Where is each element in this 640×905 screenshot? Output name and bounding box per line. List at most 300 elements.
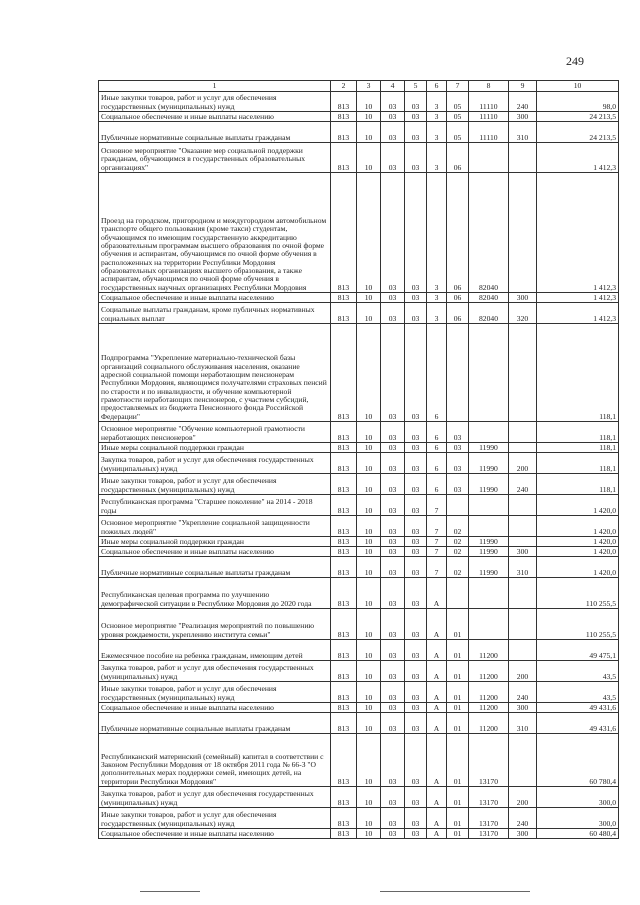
row-code-cell: 03 bbox=[381, 143, 405, 173]
row-code-cell: 03 bbox=[405, 661, 427, 682]
row-code-cell: 300 bbox=[509, 112, 537, 122]
row-code-cell: 03 bbox=[381, 453, 405, 474]
row-code-cell: 6 bbox=[427, 324, 447, 422]
row-code-cell: 01 bbox=[447, 640, 469, 661]
row-name-cell: Республиканский материнский (семейный) капитал в соответствии с Законом Республики Мордовия от 18 октября 2011 года № 66-З "О дополнительных мерах поддержки семей, имеющих детей, на территории Республики Мордовия" bbox=[99, 734, 331, 787]
row-name-cell: Социальное обеспечение и иные выплаты населению bbox=[99, 829, 331, 839]
row-code-cell bbox=[469, 495, 509, 516]
row-code-cell bbox=[447, 495, 469, 516]
row-code-cell: 02 bbox=[447, 547, 469, 557]
row-code-cell bbox=[509, 173, 537, 293]
row-code-cell: 3 bbox=[427, 293, 447, 303]
row-code-cell: 7 bbox=[427, 537, 447, 547]
row-name-cell: Основное мероприятие "Реализация мероприятий по повышению уровня рождаемости, укреплению института семьи" bbox=[99, 609, 331, 640]
row-code-cell: 03 bbox=[405, 537, 427, 547]
row-code-cell: 03 bbox=[447, 422, 469, 443]
row-code-cell: 03 bbox=[381, 303, 405, 324]
row-amount-cell: 1 420,0 bbox=[537, 516, 619, 537]
row-code-cell: 03 bbox=[381, 682, 405, 703]
row-code-cell: 01 bbox=[447, 808, 469, 829]
row-code-cell: 813 bbox=[331, 495, 357, 516]
row-amount-cell: 1 412,3 bbox=[537, 143, 619, 173]
row-name-cell: Подпрограмма "Укрепление материально-технической базы организаций социального обслуживания населения, оказание адресной социальной помощи неработающим пенсионерам Республики Мордовия, являющимся получателями страховых пенсий по старости и по инвалидности, и обучение компьютерной грамотности неработающих пенсионеров, с участием субсидий, предоставляемых из бюджета Пенсионного фонда Российской Федерации" bbox=[99, 324, 331, 422]
row-name-cell: Основное мероприятие "Обучение компьютерной грамотности неработающих пенсионеров" bbox=[99, 422, 331, 443]
row-amount-cell: 49 475,1 bbox=[537, 640, 619, 661]
row-code-cell: 10 bbox=[357, 143, 381, 173]
row-code-cell: 06 bbox=[447, 173, 469, 293]
row-code-cell: 813 bbox=[331, 112, 357, 122]
row-code-cell: 10 bbox=[357, 578, 381, 609]
row-code-cell: 03 bbox=[381, 537, 405, 547]
row-code-cell: 11990 bbox=[469, 557, 509, 578]
row-code-cell: 03 bbox=[381, 713, 405, 734]
row-code-cell: 813 bbox=[331, 474, 357, 495]
table-row bbox=[99, 143, 619, 173]
row-code-cell: 11200 bbox=[469, 640, 509, 661]
row-code-cell: 03 bbox=[381, 703, 405, 713]
row-amount-cell: 300,0 bbox=[537, 808, 619, 829]
table-body bbox=[99, 92, 619, 839]
header-col-2: 2 bbox=[331, 81, 357, 92]
row-code-cell: 03 bbox=[405, 808, 427, 829]
row-amount-cell: 118,1 bbox=[537, 453, 619, 474]
row-code-cell: 03 bbox=[405, 303, 427, 324]
row-code-cell: 813 bbox=[331, 173, 357, 293]
row-code-cell: 03 bbox=[381, 422, 405, 443]
row-code-cell bbox=[509, 640, 537, 661]
row-code-cell: 10 bbox=[357, 829, 381, 839]
row-code-cell: 813 bbox=[331, 787, 357, 808]
header-col-7: 7 bbox=[447, 81, 469, 92]
row-code-cell: 13170 bbox=[469, 829, 509, 839]
row-name-cell: Иные закупки товаров, работ и услуг для обеспечения государственных (муниципальных) нужд bbox=[99, 808, 331, 829]
header-col-3: 3 bbox=[357, 81, 381, 92]
table-row bbox=[99, 495, 619, 516]
row-code-cell: 03 bbox=[405, 516, 427, 537]
row-code-cell: А bbox=[427, 703, 447, 713]
row-name-cell: Основное мероприятие "Оказание мер социальной поддержки гражданам, обучающимся в государственных образовательных организациях" bbox=[99, 143, 331, 173]
row-code-cell: 300 bbox=[509, 293, 537, 303]
header-col-9: 9 bbox=[509, 81, 537, 92]
table-row bbox=[99, 703, 619, 713]
row-amount-cell: 1 420,0 bbox=[537, 495, 619, 516]
row-code-cell: 10 bbox=[357, 173, 381, 293]
row-name-cell: Закупка товаров, работ и услуг для обеспечения государственных (муниципальных) нужд bbox=[99, 661, 331, 682]
row-code-cell: 3 bbox=[427, 143, 447, 173]
row-code-cell: А bbox=[427, 734, 447, 787]
row-code-cell: 3 bbox=[427, 122, 447, 143]
row-code-cell: 03 bbox=[405, 682, 427, 703]
row-code-cell bbox=[509, 422, 537, 443]
row-code-cell: 300 bbox=[509, 547, 537, 557]
row-code-cell: 10 bbox=[357, 547, 381, 557]
row-name-cell: Иные меры социальной поддержки граждан bbox=[99, 537, 331, 547]
row-amount-cell: 43,5 bbox=[537, 682, 619, 703]
row-code-cell: 813 bbox=[331, 557, 357, 578]
row-name-cell: Социальные выплаты гражданам, кроме публичных нормативных социальных выплат bbox=[99, 303, 331, 324]
row-code-cell: 813 bbox=[331, 324, 357, 422]
row-code-cell: 03 bbox=[405, 453, 427, 474]
row-amount-cell: 49 431,6 bbox=[537, 713, 619, 734]
row-code-cell: А bbox=[427, 829, 447, 839]
table-row bbox=[99, 787, 619, 808]
row-code-cell: 13170 bbox=[469, 808, 509, 829]
table-header-row bbox=[99, 81, 619, 92]
row-code-cell: 03 bbox=[381, 661, 405, 682]
row-code-cell: 310 bbox=[509, 122, 537, 143]
row-code-cell: 03 bbox=[381, 293, 405, 303]
row-code-cell: А bbox=[427, 578, 447, 609]
row-code-cell: 310 bbox=[509, 557, 537, 578]
row-name-cell: Публичные нормативные социальные выплаты гражданам bbox=[99, 713, 331, 734]
row-name-cell: Республиканская целевая программа по улучшению демографической ситуации в Республике Мордовия до 2020 года bbox=[99, 578, 331, 609]
row-code-cell: 10 bbox=[357, 640, 381, 661]
table-row bbox=[99, 713, 619, 734]
row-code-cell: 05 bbox=[447, 122, 469, 143]
row-code-cell bbox=[509, 537, 537, 547]
row-code-cell: 03 bbox=[405, 293, 427, 303]
row-code-cell: 10 bbox=[357, 713, 381, 734]
table-row bbox=[99, 734, 619, 787]
row-code-cell: 813 bbox=[331, 303, 357, 324]
table-row bbox=[99, 293, 619, 303]
row-code-cell: 6 bbox=[427, 474, 447, 495]
row-code-cell bbox=[447, 578, 469, 609]
row-code-cell: 7 bbox=[427, 547, 447, 557]
row-code-cell: 11110 bbox=[469, 92, 509, 112]
row-code-cell: 7 bbox=[427, 516, 447, 537]
row-code-cell: 200 bbox=[509, 661, 537, 682]
row-code-cell: 10 bbox=[357, 92, 381, 112]
row-code-cell: 11990 bbox=[469, 453, 509, 474]
row-code-cell: 813 bbox=[331, 122, 357, 143]
row-code-cell: 01 bbox=[447, 609, 469, 640]
row-code-cell: 813 bbox=[331, 578, 357, 609]
table-row bbox=[99, 808, 619, 829]
row-code-cell: 02 bbox=[447, 557, 469, 578]
header-col-5: 5 bbox=[405, 81, 427, 92]
row-code-cell: 10 bbox=[357, 443, 381, 453]
row-code-cell: 11990 bbox=[469, 443, 509, 453]
table-row bbox=[99, 516, 619, 537]
row-code-cell: 03 bbox=[447, 443, 469, 453]
row-code-cell: 03 bbox=[405, 557, 427, 578]
row-code-cell: А bbox=[427, 609, 447, 640]
row-amount-cell: 49 431,6 bbox=[537, 703, 619, 713]
row-code-cell: 813 bbox=[331, 640, 357, 661]
row-amount-cell: 1 420,0 bbox=[537, 547, 619, 557]
row-code-cell bbox=[509, 495, 537, 516]
row-code-cell bbox=[509, 143, 537, 173]
row-code-cell: 10 bbox=[357, 293, 381, 303]
budget-table bbox=[98, 80, 619, 839]
row-code-cell: 82040 bbox=[469, 173, 509, 293]
row-code-cell bbox=[509, 443, 537, 453]
row-code-cell: 813 bbox=[331, 682, 357, 703]
row-code-cell: 813 bbox=[331, 537, 357, 547]
row-code-cell: 05 bbox=[447, 92, 469, 112]
row-code-cell: 300 bbox=[509, 703, 537, 713]
table-row bbox=[99, 303, 619, 324]
row-code-cell: 03 bbox=[381, 734, 405, 787]
row-name-cell: Закупка товаров, работ и услуг для обеспечения государственных (муниципальных) нужд bbox=[99, 787, 331, 808]
row-code-cell: 11200 bbox=[469, 703, 509, 713]
row-code-cell: 813 bbox=[331, 422, 357, 443]
row-code-cell: 813 bbox=[331, 92, 357, 112]
row-code-cell: 6 bbox=[427, 443, 447, 453]
row-code-cell: 03 bbox=[381, 609, 405, 640]
row-code-cell: 05 bbox=[447, 112, 469, 122]
row-code-cell: 813 bbox=[331, 143, 357, 173]
table-row bbox=[99, 537, 619, 547]
row-amount-cell: 118,1 bbox=[537, 443, 619, 453]
row-code-cell bbox=[469, 609, 509, 640]
row-amount-cell: 24 213,5 bbox=[537, 122, 619, 143]
row-code-cell: 01 bbox=[447, 787, 469, 808]
table-row bbox=[99, 609, 619, 640]
row-code-cell: 03 bbox=[381, 557, 405, 578]
row-code-cell: 03 bbox=[405, 703, 427, 713]
table-row bbox=[99, 324, 619, 422]
row-code-cell: 11990 bbox=[469, 547, 509, 557]
row-code-cell: 03 bbox=[405, 122, 427, 143]
row-amount-cell: 60 780,4 bbox=[537, 734, 619, 787]
row-code-cell: 03 bbox=[381, 92, 405, 112]
row-name-cell: Социальное обеспечение и иные выплаты населению bbox=[99, 703, 331, 713]
row-code-cell: 6 bbox=[427, 422, 447, 443]
row-code-cell: 813 bbox=[331, 808, 357, 829]
row-name-cell: Ежемесячное пособие на ребенка гражданам, имеющим детей bbox=[99, 640, 331, 661]
row-name-cell: Социальное обеспечение и иные выплаты населению bbox=[99, 547, 331, 557]
row-name-cell: Социальное обеспечение и иные выплаты населению bbox=[99, 112, 331, 122]
row-code-cell: 03 bbox=[381, 808, 405, 829]
row-amount-cell: 24 213,5 bbox=[537, 112, 619, 122]
row-name-cell: Социальное обеспечение и иные выплаты населению bbox=[99, 293, 331, 303]
row-code-cell: 11990 bbox=[469, 537, 509, 547]
row-code-cell: 10 bbox=[357, 682, 381, 703]
row-code-cell bbox=[469, 516, 509, 537]
row-amount-cell: 118,1 bbox=[537, 474, 619, 495]
row-code-cell: 01 bbox=[447, 713, 469, 734]
row-code-cell: 03 bbox=[381, 578, 405, 609]
table-row bbox=[99, 443, 619, 453]
row-code-cell: 03 bbox=[381, 324, 405, 422]
row-code-cell: А bbox=[427, 787, 447, 808]
row-code-cell: А bbox=[427, 682, 447, 703]
row-code-cell: 03 bbox=[405, 443, 427, 453]
table-row bbox=[99, 92, 619, 112]
row-code-cell: 03 bbox=[405, 640, 427, 661]
row-code-cell: 10 bbox=[357, 122, 381, 143]
row-name-cell: Республиканская программа "Старшее поколение" на 2014 - 2018 годы bbox=[99, 495, 331, 516]
row-code-cell: 813 bbox=[331, 547, 357, 557]
row-code-cell: 10 bbox=[357, 787, 381, 808]
row-code-cell: 03 bbox=[405, 474, 427, 495]
row-code-cell: А bbox=[427, 808, 447, 829]
table-row bbox=[99, 682, 619, 703]
row-code-cell: 03 bbox=[405, 143, 427, 173]
row-code-cell: 03 bbox=[405, 173, 427, 293]
row-amount-cell: 98,0 bbox=[537, 92, 619, 112]
header-col-4: 4 bbox=[381, 81, 405, 92]
row-code-cell: 03 bbox=[381, 640, 405, 661]
table-row bbox=[99, 829, 619, 839]
row-code-cell: 813 bbox=[331, 713, 357, 734]
row-code-cell: 03 bbox=[405, 609, 427, 640]
row-amount-cell: 1 420,0 bbox=[537, 537, 619, 547]
row-code-cell: 03 bbox=[405, 324, 427, 422]
table-row bbox=[99, 578, 619, 609]
row-name-cell: Иные закупки товаров, работ и услуг для обеспечения государственных (муниципальных) нужд bbox=[99, 92, 331, 112]
row-code-cell bbox=[509, 516, 537, 537]
row-code-cell: 03 bbox=[405, 829, 427, 839]
row-code-cell: 310 bbox=[509, 713, 537, 734]
row-code-cell: 10 bbox=[357, 453, 381, 474]
row-code-cell: 10 bbox=[357, 609, 381, 640]
row-code-cell: 03 bbox=[405, 112, 427, 122]
footer-mark-left bbox=[140, 891, 200, 892]
row-name-cell: Иные закупки товаров, работ и услуг для обеспечения государственных (муниципальных) нужд bbox=[99, 682, 331, 703]
row-code-cell: 03 bbox=[405, 422, 427, 443]
row-code-cell: 01 bbox=[447, 682, 469, 703]
row-code-cell: 813 bbox=[331, 661, 357, 682]
row-code-cell: 01 bbox=[447, 829, 469, 839]
row-code-cell bbox=[509, 734, 537, 787]
row-code-cell: 03 bbox=[381, 443, 405, 453]
row-code-cell: 03 bbox=[381, 495, 405, 516]
row-code-cell: 10 bbox=[357, 703, 381, 713]
row-amount-cell: 1 412,3 bbox=[537, 293, 619, 303]
row-code-cell: 813 bbox=[331, 293, 357, 303]
row-code-cell: 813 bbox=[331, 453, 357, 474]
row-code-cell: 10 bbox=[357, 112, 381, 122]
header-col-6: 6 bbox=[427, 81, 447, 92]
row-code-cell: 3 bbox=[427, 112, 447, 122]
row-code-cell: А bbox=[427, 713, 447, 734]
row-code-cell bbox=[447, 324, 469, 422]
row-code-cell bbox=[469, 143, 509, 173]
row-code-cell: 240 bbox=[509, 682, 537, 703]
row-amount-cell: 1 412,3 bbox=[537, 303, 619, 324]
row-amount-cell: 1 420,0 bbox=[537, 557, 619, 578]
table-row bbox=[99, 661, 619, 682]
table-row bbox=[99, 422, 619, 443]
row-code-cell: 813 bbox=[331, 443, 357, 453]
row-code-cell: 11200 bbox=[469, 682, 509, 703]
row-code-cell: 813 bbox=[331, 829, 357, 839]
header-col-10: 10 bbox=[537, 81, 619, 92]
row-code-cell: 03 bbox=[381, 112, 405, 122]
row-code-cell: 03 bbox=[381, 122, 405, 143]
row-amount-cell: 118,1 bbox=[537, 422, 619, 443]
row-code-cell: 10 bbox=[357, 537, 381, 547]
row-name-cell: Публичные нормативные социальные выплаты гражданам bbox=[99, 557, 331, 578]
row-name-cell: Проезд на городском, пригородном и междугородном автомобильном транспорте общего пользования (кроме такси) студентам, обучающимся по имеющим государственную аккредитацию образовательным программам высшего образования по очной форме обучения и аспирантам, обучающимся по очной форме обучения в расположенных на территории Республики Мордовия образовательных организациях высшего образования, а также аспирантам, обучающимся по очной форме обучения в государственных научных организациях Республики Мордовия bbox=[99, 173, 331, 293]
row-code-cell: 10 bbox=[357, 474, 381, 495]
row-code-cell: 10 bbox=[357, 303, 381, 324]
row-code-cell: 7 bbox=[427, 557, 447, 578]
row-name-cell: Основное мероприятие "Укрепление социальной защищенности пожилых людей" bbox=[99, 516, 331, 537]
row-code-cell: 03 bbox=[405, 495, 427, 516]
header-col-1: 1 bbox=[99, 81, 331, 92]
row-amount-cell: 110 255,5 bbox=[537, 578, 619, 609]
row-code-cell: 03 bbox=[381, 516, 405, 537]
row-code-cell: 13170 bbox=[469, 787, 509, 808]
row-code-cell: 06 bbox=[447, 143, 469, 173]
row-name-cell: Иные меры социальной поддержки граждан bbox=[99, 443, 331, 453]
table-row bbox=[99, 112, 619, 122]
row-code-cell bbox=[509, 609, 537, 640]
row-code-cell: 03 bbox=[405, 734, 427, 787]
page-number: 249 bbox=[566, 54, 584, 68]
row-code-cell: 10 bbox=[357, 422, 381, 443]
row-code-cell: 3 bbox=[427, 92, 447, 112]
row-code-cell: 300 bbox=[509, 829, 537, 839]
row-name-cell: Публичные нормативные социальные выплаты гражданам bbox=[99, 122, 331, 143]
table-row bbox=[99, 453, 619, 474]
row-code-cell: 10 bbox=[357, 495, 381, 516]
row-code-cell: 82040 bbox=[469, 303, 509, 324]
row-code-cell: 813 bbox=[331, 734, 357, 787]
row-code-cell: 240 bbox=[509, 808, 537, 829]
table-row bbox=[99, 547, 619, 557]
row-code-cell: 06 bbox=[447, 303, 469, 324]
row-code-cell: 03 bbox=[381, 547, 405, 557]
row-code-cell bbox=[509, 578, 537, 609]
row-code-cell: 03 bbox=[405, 578, 427, 609]
row-code-cell: 02 bbox=[447, 516, 469, 537]
row-code-cell: А bbox=[427, 661, 447, 682]
row-code-cell: 10 bbox=[357, 734, 381, 787]
row-code-cell: 3 bbox=[427, 173, 447, 293]
row-code-cell: 11110 bbox=[469, 122, 509, 143]
table-row bbox=[99, 640, 619, 661]
row-code-cell: 813 bbox=[331, 703, 357, 713]
row-code-cell: 240 bbox=[509, 474, 537, 495]
row-code-cell: 03 bbox=[447, 474, 469, 495]
row-code-cell bbox=[469, 324, 509, 422]
row-code-cell: 7 bbox=[427, 495, 447, 516]
row-amount-cell: 118,1 bbox=[537, 324, 619, 422]
header-col-8: 8 bbox=[469, 81, 509, 92]
table-row bbox=[99, 173, 619, 293]
row-code-cell: 813 bbox=[331, 609, 357, 640]
row-code-cell: 03 bbox=[447, 453, 469, 474]
row-code-cell: 10 bbox=[357, 661, 381, 682]
table-row bbox=[99, 474, 619, 495]
row-amount-cell: 43,5 bbox=[537, 661, 619, 682]
row-code-cell: А bbox=[427, 640, 447, 661]
row-code-cell: 6 bbox=[427, 453, 447, 474]
row-code-cell: 82040 bbox=[469, 293, 509, 303]
row-code-cell: 10 bbox=[357, 324, 381, 422]
row-code-cell: 03 bbox=[405, 713, 427, 734]
row-code-cell: 11110 bbox=[469, 112, 509, 122]
row-amount-cell: 60 480,4 bbox=[537, 829, 619, 839]
row-code-cell: 11990 bbox=[469, 474, 509, 495]
row-code-cell: 01 bbox=[447, 661, 469, 682]
row-code-cell: 06 bbox=[447, 293, 469, 303]
table-row bbox=[99, 122, 619, 143]
row-amount-cell: 110 255,5 bbox=[537, 609, 619, 640]
footer-mark-right bbox=[380, 891, 530, 892]
row-code-cell: 03 bbox=[381, 829, 405, 839]
row-code-cell: 10 bbox=[357, 557, 381, 578]
row-code-cell: 01 bbox=[447, 734, 469, 787]
row-code-cell: 11200 bbox=[469, 713, 509, 734]
row-code-cell: 03 bbox=[405, 92, 427, 112]
row-code-cell: 813 bbox=[331, 516, 357, 537]
